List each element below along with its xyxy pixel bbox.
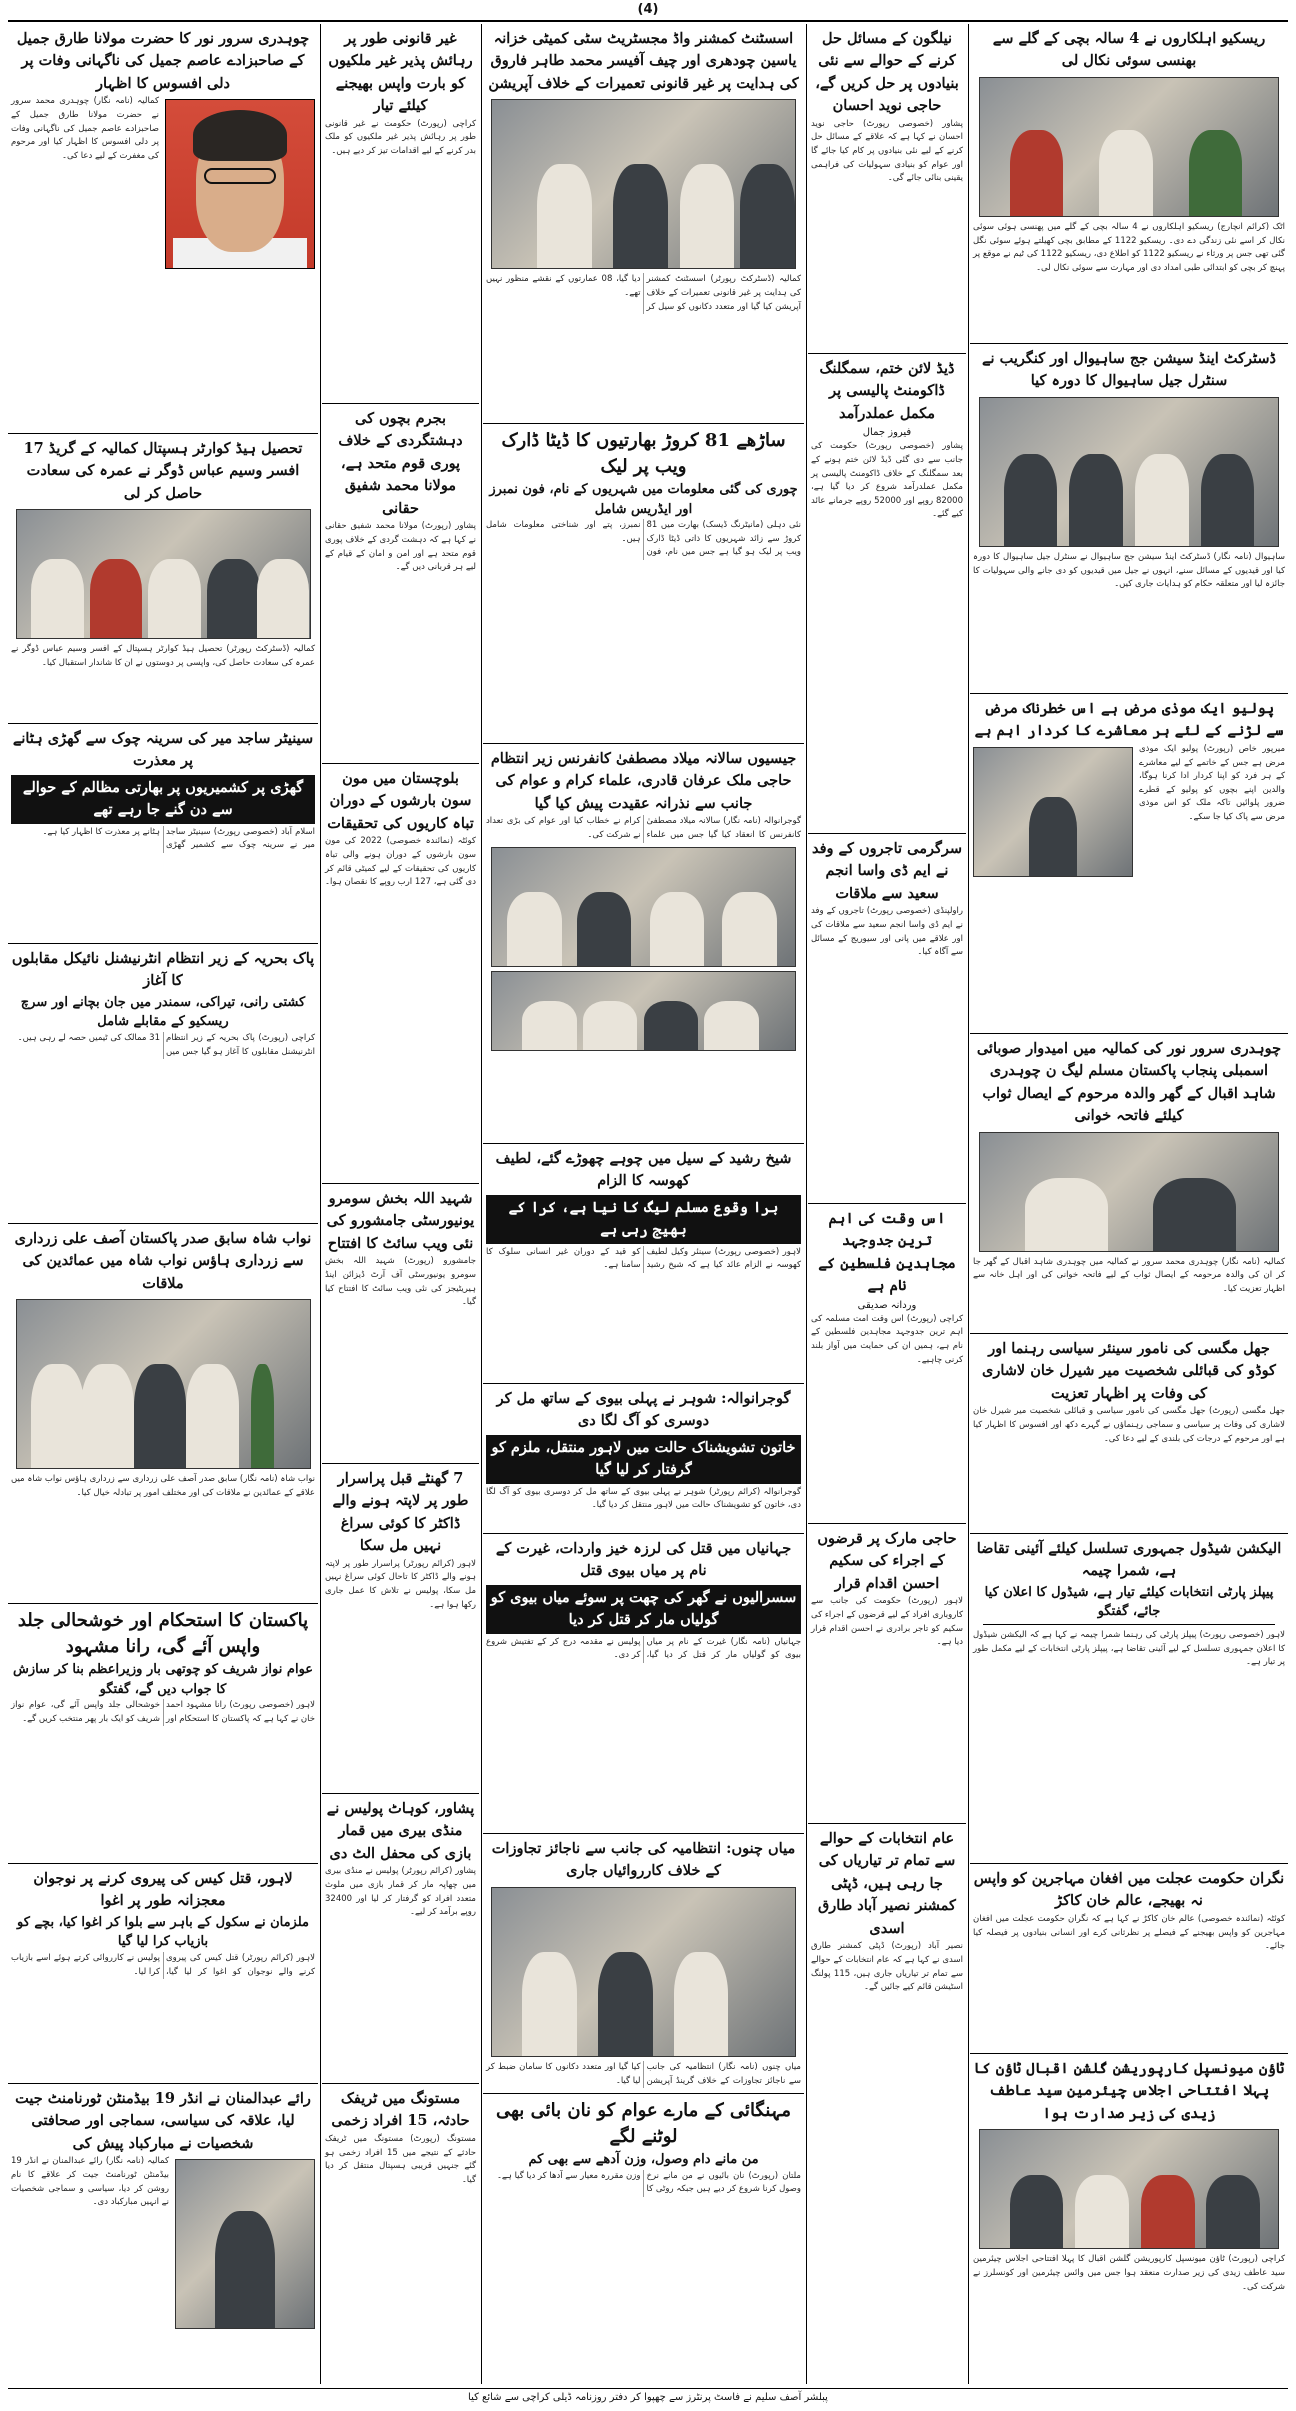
photo-portrait bbox=[165, 99, 315, 269]
headline: الیکشن شیڈول جمہوری تسلسل کیلئے آئینی تقاضا ہے، شمرا چیمہ bbox=[976, 1540, 1282, 1580]
article-election-schedule bbox=[970, 1534, 1288, 1864]
subhead-banner: برا وقوع مسلم لیگ کا نیا ہے، کرا کے بھیج رہی ہے bbox=[486, 1195, 801, 1244]
column-rule bbox=[320, 24, 321, 2384]
article-body: پشاور (خصوصی رپورٹ) حکومت کی جانب سے دی گئی ڈیڈ لائن ختم ہونے کے بعد سمگلنگ کے خلاف ڈاکومنٹ پالیسی پر مکمل عملدرآمد شروع کر دیا گیا ہے، 82000 روپے اور 52000 روپے جرمانے عائد کیے گئے۔ bbox=[811, 441, 963, 520]
article-body: لاہور (خصوصی رپورٹ) پیپلز پارٹی کی رہنما شمرا چیمہ نے کہا ہے کہ الیکشن شیڈول کا اعلان جمہوری تسلسل کے لیے آئینی تقاضا ہے، پیپلز پارٹی انتخابات کے لیے مکمل طور پر تیار ہے۔ bbox=[973, 1629, 1285, 1668]
article-afghan-refugees bbox=[970, 1864, 1288, 2054]
article-body: گوجرانوالہ (نامہ نگار) سالانہ میلاد مصطفیٰ کانفرنس کا انعقاد کیا گیا جس میں علماء کرام نے خطاب کیا اور عوام کی بڑی تعداد نے شرکت کی۔ bbox=[486, 816, 801, 840]
column-rule bbox=[968, 24, 969, 2384]
column-5 bbox=[8, 24, 318, 2384]
headline: اس وقت کی اہم ترین جدوجہد مجاہدین فلسطین کے نام ہے bbox=[818, 1210, 956, 1295]
article-body: کمالیہ (نامہ نگار) رائے عبدالمنان نے انڈر 19 بیڈمنٹن ٹورنامنٹ جیت کر علاقے کا نام روشن کر دیا، سیاسی و سماجی شخصیات نے انہیں مبارکباد دی۔ bbox=[11, 2156, 169, 2208]
headline: نگران حکومت عجلت میں افغان مہاجرین کو واپس نہ بھیجے، عالم خان کاکڑ bbox=[973, 1870, 1285, 1910]
article-body: ملتان (رپورٹ) نان بائیوں نے من مانے نرخ وصول کرنا شروع کر دیے ہیں جبکہ روٹی کا وزن مقررہ معیار سے آدھا کر دیا گیا ہے۔ bbox=[496, 2170, 801, 2195]
headline: میاں چنوں: انتظامیہ کی جانب سے ناجائز تجاوزات کے خلاف کارروائیاں جاری bbox=[491, 1840, 796, 1880]
column-2 bbox=[808, 24, 966, 2384]
article-body: مستونگ (رپورٹ) مستونگ میں ٹریفک حادثے کے نتیجے میں 15 افراد زخمی ہو گئے جنہیں قریبی ہسپتال منتقل کر دیا گیا۔ bbox=[325, 2133, 476, 2185]
headline: غیر قانونی طور پر رہائش پذیر غیر ملکیوں کو بارت واپس بھیجنے کیلئے تیار bbox=[328, 30, 473, 115]
footer-rule bbox=[8, 2388, 1288, 2389]
headline: سرگرمی تاجروں کے وفد نے ایم ڈی واسا انجم سعید سے ملاقات bbox=[811, 840, 963, 902]
photo-encroachment bbox=[491, 1887, 796, 2057]
article-terrorism bbox=[322, 404, 479, 764]
article-body: لاہور (کرائم رپورٹر) قتل کیس کی پیروی کرنے والے نوجوان کو اغوا کر لیا گیا، پولیس نے کارروائی کرتے ہوئے اسے بازیاب کرا لیا۔ bbox=[11, 1952, 315, 1977]
article-body: کمالیہ (ڈسٹرکٹ رپورٹر) تحصیل ہیڈ کوارٹر ہسپتال کے افسر وسیم عباس ڈوگر نے عمرہ کی سعادت حاصل کی، واپسی پر دوستوں نے ان کا شاندار استقبال کیا۔ bbox=[11, 644, 315, 668]
headline: ساڑھے 81 کروڑ بھارتیوں کا ڈیٹا ڈارک ویب پر لیک bbox=[501, 430, 786, 478]
article-body: راولپنڈی (خصوصی رپورٹ) تاجروں کے وفد نے ایم ڈی واسا انجم سعید سے ملاقات کی اور علاقے میں پانی اور سیوریج کے مسائل سے آگاہ کیا۔ bbox=[811, 906, 963, 958]
article-polio bbox=[970, 694, 1288, 1034]
headline: ڈیڈ لائن ختم، سمگلنگ ڈاکومنٹ پالیسی پر مکمل عملدرآمد bbox=[819, 360, 955, 422]
subhead: من مانے دام وصول، وزن آدھے سے بھی کم bbox=[528, 2152, 759, 2168]
article-umrah bbox=[8, 434, 318, 724]
subhead-banner: سسرالیوں نے گھر کی چھت پر سوئے میاں بیوی کو گولیاں مار کر قتل کر دیا bbox=[486, 1585, 801, 1634]
photo-polio-speaker bbox=[973, 747, 1133, 877]
article-election-preparations bbox=[808, 1824, 966, 2384]
headline: جیسیوں سالانہ میلاد مصطفیٰ کانفرنس زیر انتظام حاجی ملک عرفان قادری، علماء کرام و عوام کی جانب سے نذرانہ عقیدت پیش کیا گیا bbox=[490, 750, 797, 812]
photo-zardari-meeting bbox=[16, 1299, 311, 1469]
article-loan-scheme bbox=[808, 1524, 966, 1824]
headline: بلوچستان میں مون سون بارشوں کے دوران تباہ کاریوں کی تحقیقات bbox=[327, 770, 474, 832]
headline: پاک بحریہ کے زیر انتظام انٹرنیشنل نائیکل مقابلوں کا آغاز bbox=[11, 950, 315, 990]
article-gambling-raid bbox=[322, 1794, 479, 2084]
column-1 bbox=[970, 24, 1288, 2384]
headline: شہید اللہ بخش سومرو یونیورسٹی جامشورو کی نئی ویب سائٹ کا افتتاح bbox=[326, 1190, 475, 1252]
column-rule bbox=[806, 24, 807, 2384]
article-body: نواب شاہ (نامہ نگار) سابق صدر آصف علی زرداری سے زرداری ہاؤس نواب شاہ میں علاقے کے عمائدین نے ملاقات کی اور مختلف امور پر تبادلہ خیال کیا۔ bbox=[11, 1474, 315, 1498]
article-rescue-needle bbox=[970, 24, 1288, 344]
headline: 7 گھنٹے قبل پراسرار طور پر لاپتہ ہونے والے ڈاکٹر کا کوئی سراغ نہیں مل سکا bbox=[332, 1470, 469, 1555]
article-fateha bbox=[970, 1034, 1288, 1334]
photo-umrah-welcome bbox=[16, 509, 311, 639]
article-zardari-meeting bbox=[8, 1224, 318, 1604]
article-data-leak bbox=[483, 424, 804, 744]
article-body: کمالیہ (نامہ نگار) چوہدری محمد سرور نے حضرت مولانا طارق جمیل کے صاحبزادے عاصم جمیل کی ناگہانی وفات پر دلی افسوس کا اظہار کیا اور مرحوم کی مغفرت کے لیے دعا کی۔ bbox=[11, 96, 159, 161]
subhead-banner: گھڑی پر کشمیریوں پر بھارتی مظالم کے حوالے سے دن گنے جا رہے تھے bbox=[11, 775, 315, 824]
subhead: کشتی رانی، تیراکی، سمندر میں جان بچانے اور سرچ ریسکیو کے مقابلے شامل bbox=[20, 994, 306, 1030]
article-sessions-judge-visit bbox=[970, 344, 1288, 694]
headline: چوہدری سرور نور کی کمالیہ میں امیدوار صوبائی اسمبلی پنجاب پاکستان مسلم لیگ ن چوہدری شاہد اقبال کے گھر والدہ مرحوم کے ایصال ثواب کیلئے فاتحہ خوانی bbox=[976, 1040, 1282, 1125]
headline: گوجرانوالہ: شوہر نے پہلی بیوی کے ساتھ مل کر دوسری کو آگ لگا دی bbox=[496, 1390, 791, 1430]
article-body: میاں چنوں (نامہ نگار) انتظامیہ کی جانب سے ناجائز تجاوزات کے خلاف گرینڈ آپریشن کیا گیا اور متعدد دکانوں کا سامان ضبط کر لیا گیا۔ bbox=[486, 2061, 801, 2086]
article-illegal-construction bbox=[483, 24, 804, 424]
article-body: لاہور (خصوصی رپورٹ) رانا مشہود احمد خان نے کہا ہے کہ پاکستان کا استحکام اور خوشحالی جلد واپس آئے گی، عوام نواز شریف کو ایک بار پھر منتخب کریں گے۔ bbox=[11, 1700, 315, 1724]
photo-jail-visit bbox=[979, 397, 1279, 547]
headline: پولیو ایک موذی مرض ہے اس خطرناک مرض سے لڑنے کے لئے ہر معاشرے کا کردار اہم ہے bbox=[974, 700, 1284, 740]
photo-rescue bbox=[979, 77, 1279, 217]
headline: مہنگائی کے مارے عوام کو نان بائی بھی لوٹنے لگے bbox=[496, 2100, 791, 2148]
headline: سینیٹر ساجد میر کی سرینہ چوک سے گھڑی ہٹانے پر معذرت bbox=[12, 730, 314, 770]
headline: جہانیاں میں قتل کی لرزہ خیز واردات، غیرت کے نام پر میاں بیوی قتل bbox=[495, 1540, 792, 1580]
photo-town-meeting bbox=[979, 2129, 1279, 2249]
article-body: گوجرانوالہ (کرائم رپورٹر) شوہر نے پہلی بیوی کے ساتھ مل کر دوسری بیوی کو آگ لگا دی، خاتون کو تشویشناک حالت میں لاہور منتقل کر دیا گیا۔ bbox=[486, 1486, 801, 1511]
article-inflation-bakers bbox=[483, 2094, 804, 2384]
article-body: کراچی (رپورٹ) اس وقت امت مسلمہ کی اہم ترین جدوجہد مجاہدین فلسطین کے نام ہے، ہمیں ان کی حمایت میں آواز بلند کرنی چاہیے۔ bbox=[811, 1313, 963, 1365]
headline: مستونگ میں ٹریفک حادثہ، 15 افراد زخمی bbox=[331, 2090, 470, 2130]
article-body: لاہور (کرائم رپورٹر) پراسرار طور پر لاپتہ ہونے والے ڈاکٹر کا تاحال کوئی سراغ نہیں مل سکا، پولیس نے تلاش کا عمل جاری رکھا ہوا ہے۔ bbox=[325, 1558, 476, 1610]
article-navy-competitions bbox=[8, 944, 318, 1224]
subhead: ملزمان نے سکول کے باہر سے بلوا کر اغوا کیا، بچے کو بازیاب کرا لیا گیا bbox=[17, 1914, 309, 1950]
subhead: عوام نواز شریف کو چوتھی بار وزیراعظم بنا کر سازش کا جواب دیں گے، گفتگو bbox=[12, 1662, 314, 1697]
subhead-banner: خاتون تشویشناک حالت میں لاہور منتقل، ملزم کو گرفتار کر لیا گیا bbox=[486, 1435, 801, 1484]
article-badminton bbox=[8, 2084, 318, 2384]
article-body: میرپور خاص (رپورٹ) پولیو ایک موذی مرض ہے جس کے خاتمے کے لیے معاشرے کے ہر فرد کو اپنا کردار ادا کرنا ہوگا، والدین اپنے بچوں کو پولیو کے قطرے ضرور پلوائیں تاکہ ملک کو اس موذی مرض سے پاک کیا جا سکے۔ bbox=[1139, 743, 1285, 822]
headline: تحصیل ہیڈ کوارٹر ہسپتال کمالیہ کے گریڈ 17 افسر وسیم عباس ڈوگر نے عمرہ کی سعادت حاصل کر لی bbox=[23, 440, 303, 502]
article-body: جامشورو (رپورٹ) شہید اللہ بخش سومرو یونیورسٹی آف آرٹ ڈیزائن اینڈ ہیریٹیجز کی نئی ویب سائٹ کا افتتاح کیا گیا۔ bbox=[325, 1256, 476, 1308]
article-body: جھل مگسی (رپورٹ) جھل مگسی کی نامور سیاسی و قبائلی شخصیت میر شیرل خان لاشاری کی وفات پر سیاسی و سماجی رہنماؤں نے گہرے دکھ اور افسوس کا اظہار کیا ہے اور مرحوم کے درجات کی بلندی کے لیے دعا کی۔ bbox=[973, 1406, 1285, 1444]
headline: نیلگون کے مسائل حل کرنے کے حوالے سے نئی بنیادوں پر حل کریں گے، حاجی نوید احسان bbox=[815, 30, 959, 115]
article-body: اسلام آباد (خصوصی رپورٹ) سینیٹر ساجد میر نے سرینہ چوک سے کشمیر گھڑی ہٹانے پر معذرت کا اظہار کیا ہے۔ bbox=[42, 826, 315, 851]
article-condolence bbox=[970, 1334, 1288, 1534]
article-body: نصیر آباد (رپورٹ) ڈپٹی کمشنر طارق اسدی نے کہا ہے کہ عام انتخابات کے حوالے سے تمام تر تیاریاں جاری ہیں، 115 پولنگ اسٹیشن قائم کیے جائیں گے۔ bbox=[811, 1941, 963, 1993]
article-milad-conference bbox=[483, 744, 804, 1144]
headline: پشاور، کوہاٹ پولیس نے منڈی بیری میں قمار بازی کی محفل الٹ دی bbox=[326, 1800, 475, 1862]
article-honor-killing bbox=[483, 1534, 804, 1834]
article-body: پشاور (رپورٹ) مولانا محمد شفیق حقانی نے کہا ہے کہ دہشت گردی کے خلاف پوری قوم متحد ہے اور امن و امان کے قیام کے لیے ہر قربانی دیں گے۔ bbox=[325, 521, 476, 573]
headline: چوہدری سرور نور کا حضرت مولانا طارق جمیل کے صاحبزادے عاصم جمیل کی ناگہانی وفات پر دلی افسوس کا اظہار bbox=[16, 30, 310, 92]
headline: بجرم بچوں کی دہشتگردی کے خلاف پوری قوم متحد ہے، مولانا محمد شفیق حقانی bbox=[338, 410, 463, 517]
article-body: کراچی (رپورٹ) پاک بحریہ کے زیر انتظام انٹرنیشنل مقابلوں کا آغاز ہو گیا جس میں 31 ممالک کی ٹیمیں حصہ لے رہی ہیں۔ bbox=[17, 1032, 315, 1057]
subhead: چوری کی گئی معلومات میں شہریوں کے نام، فون نمبرز اور ایڈریس شامل bbox=[489, 482, 798, 517]
article-body: کمالیہ (ڈسٹرکٹ رپورٹر) اسسٹنٹ کمشنر کی ہدایت پر غیر قانونی تعمیرات کے خلاف آپریشن کیا گیا اور متعدد دکانوں کو سیل کر دیا گیا، 08 عمارتوں کے نقشے منظور نہیں تھے۔ bbox=[486, 274, 801, 312]
photo-milad-2 bbox=[491, 971, 796, 1051]
article-asim-jameel bbox=[8, 24, 318, 434]
photo-fateha bbox=[979, 1132, 1279, 1252]
article-missing-doctor bbox=[322, 1464, 479, 1794]
article-gujranwala-fire bbox=[483, 1384, 804, 1534]
column-3 bbox=[483, 24, 804, 2384]
photo-shop-sealing bbox=[491, 99, 796, 269]
article-body: جہانیاں (نامہ نگار) غیرت کے نام پر میاں بیوی کو گولیاں مار کر قتل کر دیا گیا، پولیس نے مقدمہ درج کر کے تفتیش شروع کر دی۔ bbox=[486, 1636, 801, 1661]
article-rana-mashhood bbox=[8, 1604, 318, 1864]
headline: ڈسٹرکٹ اینڈ سیشن جج ساہیوال اور کنگریب نے سنٹرل جیل ساہیوال کا دورہ کیا bbox=[982, 350, 1276, 390]
headline: جھل مگسی کی نامور سینئر سیاسی رہنما اور کوڈو کی قبائلی شخصیت میر شیرل خان لاشاری کی وفات پر اظہار تعزیت bbox=[982, 1340, 1276, 1402]
article-town-meeting bbox=[970, 2054, 1288, 2384]
page-number: (4) bbox=[637, 2, 659, 17]
article-traders-wasa bbox=[808, 834, 966, 1204]
headline: لاہور، قتل کیس کی پیروی کرنے پر نوجوان معجزانہ طور پر اغوا bbox=[33, 1870, 293, 1910]
headline: عام انتخابات کے حوالے سے تمام تر تیاریاں کی جا رہی ہیں، ڈپٹی کمشنر نصیر آباد طارق اسدی bbox=[818, 1830, 956, 1937]
photo-milad-1 bbox=[491, 847, 796, 967]
column-4 bbox=[322, 24, 479, 2384]
article-local-issues bbox=[808, 24, 966, 354]
headline: پاکستان کا استحکام اور خوشحالی جلد واپس آئے گی، رانا مشہود bbox=[17, 1610, 309, 1658]
byline: وردانہ صدیقی bbox=[857, 1299, 917, 1311]
article-palestine bbox=[808, 1204, 966, 1524]
article-sheikh-rasheed bbox=[483, 1144, 804, 1384]
article-body: ساہیوال (نامہ نگار) ڈسٹرکٹ اینڈ سیشن جج ساہیوال نے سنٹرل جیل ساہیوال کا دورہ کیا اور قیدیوں کے مسائل سنے، انہوں نے جیل میں قیدیوں کو دی جانے والی سہولیات کا جائزہ لیا اور متعلقہ حکام کو ہدایات جاری کیں۔ bbox=[973, 551, 1285, 590]
article-smuggling-policy bbox=[808, 354, 966, 834]
article-mastung-accident bbox=[322, 2084, 479, 2384]
article-body: کمالیہ (نامہ نگار) چوہدری محمد سرور نے کمالیہ میں چوہدری شاہد اقبال کے گھر جا کر ان کی والدہ مرحومہ کے ایصال ثواب کے لیے فاتحہ خوانی کی اور اہل خانہ سے اظہار تعزیت کیا۔ bbox=[973, 1256, 1285, 1295]
article-body: اٹک (کرائم انچارج) ریسکیو اہلکاروں نے 4 سالہ بچی کے گلے میں پھنسی ہوئی سوئی نکال کر اسے نئی زندگی دے دی۔ ریسکیو 1122 کے مطابق بچی کھیلتے ہوئے سوئی نگل گئی تھی جس پر ورثاء نے ریسکیو 1122 کو اطلاع دی، ریسکیو 1122 کی ٹیم نے موقع پر پہنچ کر بچی کو ابتدائی طبی امداد دی اور مہارت سے سوئی نکال لی۔ bbox=[973, 221, 1286, 273]
headline: ریسکیو اہلکاروں نے 4 سالہ بچی کے گلے سے بھنسی سوئی نکال لی bbox=[992, 30, 1266, 70]
headline: ٹاؤن میونسپل کارپوریشن گلشن اقبال ٹاؤن کا پہلا افتتاحی اجلاس چیئرمین سید عاطف زیدی کی زیر صدارت ہوا bbox=[973, 2060, 1285, 2122]
article-encroachment bbox=[483, 1834, 804, 2094]
article-body: پشاور (خصوصی رپورٹ) حاجی نوید احسان نے کہا ہے کہ علاقے کے مسائل حل کرنے کے لیے نئی بنیادوں پر کام کیا جائے گا اور عوام کو بنیادی سہولیات کی فراہمی یقینی بنائی جائے گی۔ bbox=[811, 118, 963, 184]
headline: نواب شاہ سابق صدر پاکستان آصف علی زرداری سے زرداری ہاؤس نواب شاہ میں عمائدین کی ملاقات bbox=[14, 1230, 312, 1292]
article-body: پشاور (کرائم رپورٹر) پولیس نے منڈی بیری میں چھاپہ مار کر قمار بازی میں ملوث متعدد افراد کو گرفتار کر لیا اور 32400 روپے برآمد کر لیے۔ bbox=[325, 1866, 476, 1918]
article-foreigners bbox=[322, 24, 479, 404]
headline: حاجی مارک پر قرضوں کے اجراء کی سکیم احسن اقدام قرار bbox=[817, 1530, 957, 1592]
article-lahore-kidnap bbox=[8, 1864, 318, 2084]
article-body: لاہور (خصوصی رپورٹ) سینئر وکیل لطیف کھوسہ نے الزام عائد کیا ہے کہ شیخ رشید کو قید کے دوران غیر انسانی سلوک کا سامنا ہے۔ bbox=[486, 1246, 801, 1271]
article-body: نئی دہلی (مانیٹرنگ ڈیسک) بھارت میں 81 کروڑ سے زائد شہریوں کا ذاتی ڈیٹا ڈارک ویب پر لیک ہو گیا ہے جس میں نام، فون نمبرز، پتے اور شناختی معلومات شامل ہیں۔ bbox=[486, 520, 801, 558]
column-rule bbox=[481, 24, 482, 2384]
article-body: کوئٹہ (نمائندہ خصوصی) عالم خان کاکڑ نے کہا ہے کہ نگران حکومت عجلت میں افغان مہاجرین کو واپس بھیجنے کے فیصلے پر نظرثانی کرے اور انسانی بنیادوں پر فیصلہ کیا جائے۔ bbox=[973, 1913, 1285, 1952]
headline: شیخ رشید کے سیل میں چوہے چھوڑے گئے، لطیف کھوسہ کا الزام bbox=[495, 1150, 792, 1190]
footer-imprint: پبلشر آصف سلیم نے فاسٹ پرنٹرز سے چھپوا کر دفتر روزنامہ ڈیلی کراچی سے شائع کیا bbox=[468, 2392, 828, 2403]
top-rule bbox=[8, 20, 1288, 22]
article-body: کوئٹہ (نمائندہ خصوصی) 2022 کی مون سون بارشوں کے دوران ہونے والی تباہ کاریوں کی تحقیقات کے لیے کمیٹی قائم کر دی گئی ہے، 127 ارب روپے کا نقصان ہوا۔ bbox=[325, 836, 476, 888]
headline: رائے عبدالمنان نے انڈر 19 بیڈمنٹن ٹورنامنٹ جیت لیا، علاقہ کی سیاسی، سماجی اور صحافتی شخصیات نے مبارکباد پیش کی bbox=[15, 2090, 311, 2152]
headline: اسسٹنٹ کمشنر واڈ مجسٹریٹ سٹی کمیٹی خزانہ یاسین چودھری اور چیف آفیسر محمد طاہر فاروق کی ہدایت پر غیر قانونی تعمیرات کے خلاف آپریشن bbox=[488, 30, 799, 92]
article-body: لاہور (رپورٹ) حکومت کی جانب سے کاروباری افراد کے لیے قرضوں کے اجراء کی سکیم کو تاجر برادری نے احسن اقدام قرار دیا ہے۔ bbox=[811, 1596, 963, 1648]
article-monsoon bbox=[322, 764, 479, 1184]
article-body: کراچی (رپورٹ) حکومت نے غیر قانونی طور پر رہائش پذیر غیر ملکیوں کو ملک بدر کرنے کے لیے اقدامات تیز کر دیے ہیں۔ bbox=[325, 118, 476, 157]
subhead: پیپلز پارٹی انتخابات کیلئے تیار ہے، شیڈول کا اعلان کیا جائے، گفتگو bbox=[984, 1584, 1274, 1620]
article-university-website bbox=[322, 1184, 479, 1464]
photo-badminton-winner bbox=[175, 2159, 315, 2329]
article-body: کراچی (رپورٹ) ٹاؤن میونسپل کارپوریشن گلشن اقبال کا پہلا افتتاحی اجلاس چیئرمین سید عاطف زیدی کی زیر صدارت منعقد ہوا جس میں وائس چیئرمین اور کونسلرز نے شرکت کی۔ bbox=[973, 2254, 1285, 2292]
byline: فیروز جمال bbox=[862, 427, 912, 439]
article-kashmir-clock bbox=[8, 724, 318, 944]
